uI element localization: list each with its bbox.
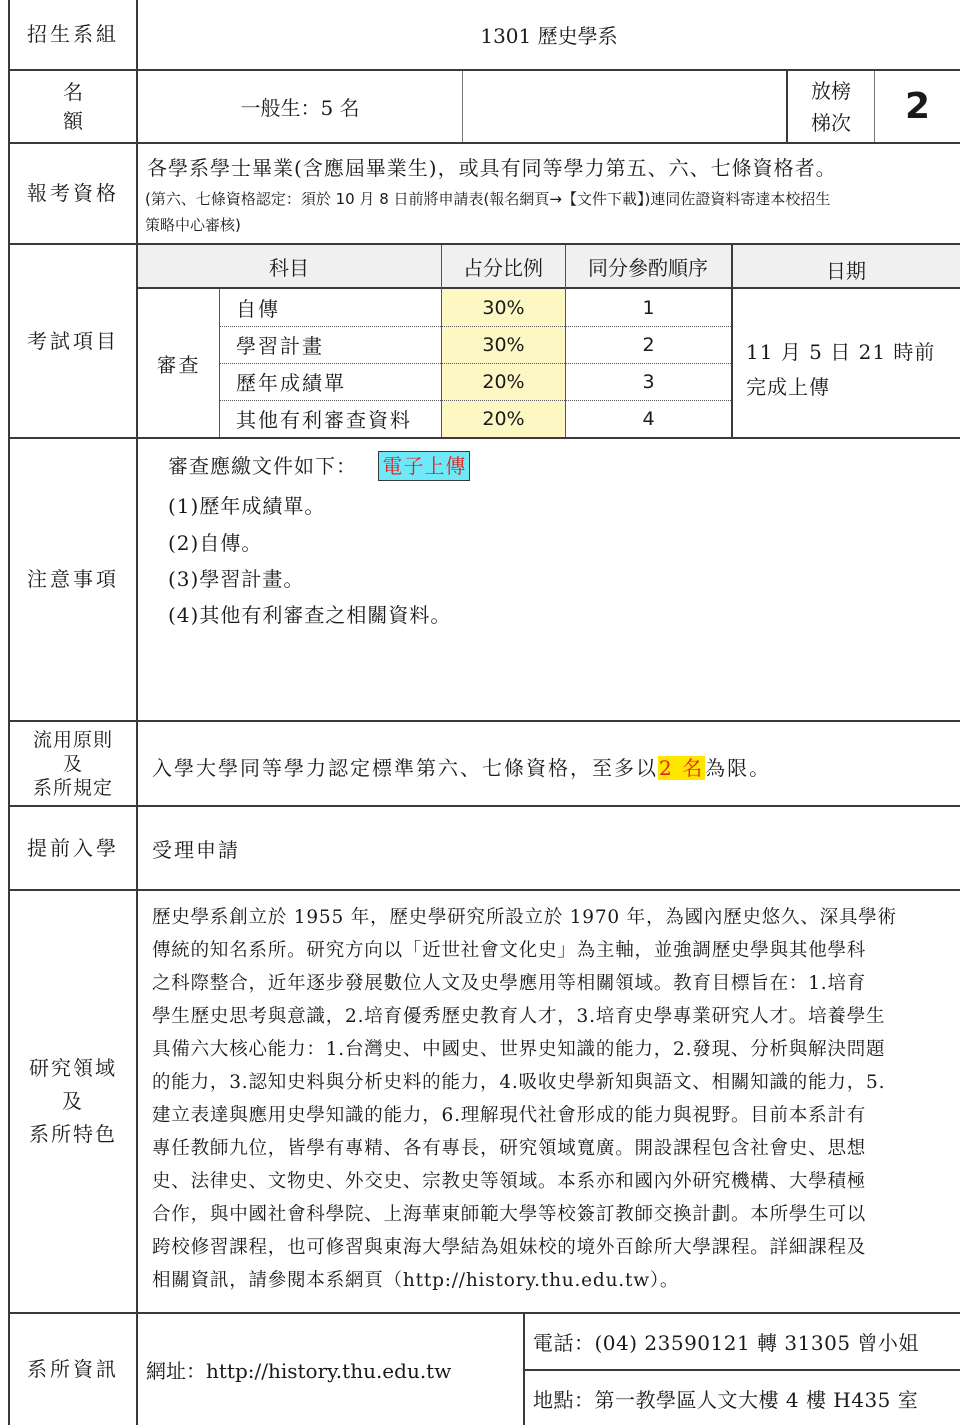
exam-label: 考試項目 <box>27 328 119 353</box>
exam-date-left <box>731 245 733 437</box>
exam-item-ratio: 20% <box>482 370 525 393</box>
research-label-line3: 系所特色 <box>29 1122 117 1146</box>
research-line: 跨校修習課程，也可修習與東海大學結為姐妹校的境外百餘所大學課程。詳細課程及 <box>152 1237 867 1258</box>
electronic-upload-badge: 電子上傳 <box>378 451 470 481</box>
exam-item-order: 4 <box>642 407 655 430</box>
exam-item-name: 自傳 <box>236 297 280 321</box>
notes-item: (2)自傳。 <box>168 531 263 555</box>
research-line: 建立表達與應用史學知識的能力，6.理解現代社會形成的能力與視野。目前本系計有 <box>152 1105 867 1126</box>
row-separator <box>8 142 960 144</box>
exam-item-ratio: 30% <box>482 296 525 319</box>
exam-item-name: 其他有利審查資料 <box>236 408 412 432</box>
research-label-line1: 研究領域 <box>29 1056 117 1080</box>
ranking-value: 2 <box>904 86 931 127</box>
ranking-label-line2: 梯次 <box>811 110 851 135</box>
exam-item-ratio: 20% <box>482 407 525 430</box>
transfer-quota-highlight: 2 名 <box>659 756 705 780</box>
exam-header-order: 同分參酌順序 <box>588 255 708 280</box>
notes-item: (4)其他有利審查之相關資料。 <box>168 603 452 627</box>
row-separator <box>8 805 960 807</box>
contact-website <box>146 1314 451 1425</box>
exam-item-order: 3 <box>642 370 655 393</box>
research-text <box>152 901 952 1297</box>
transfer-text <box>152 752 771 781</box>
exam-item-name: 歷年成績單 <box>236 371 346 395</box>
contact-location: 地點：第一教學區人文大樓 4 樓 H435 室 <box>533 1387 919 1412</box>
contact-phone: 電話：(04) 23590121 轉 31305 曾小姐 <box>533 1331 919 1355</box>
eligibility-note-line2: 策略中心審核) <box>145 216 241 234</box>
quota-label: 名 額 <box>63 79 127 133</box>
row-separator <box>8 720 960 722</box>
notes-item: (1)歷年成績單。 <box>168 494 326 518</box>
exam-date-line1: 11 月 5 日 21 時前 <box>746 340 936 364</box>
transfer-text-before: 入學大學同等學力認定標準第六、七條資格，至多以 <box>152 756 658 780</box>
research-line: 歷史學系創立於 1955 年，歷史學研究所設立於 1970 年，為國內歷史悠久、深具學術 <box>152 907 897 928</box>
research-line: 的能力，3.認知史料與分析史料的能力，4.吸收史學新知與語文、相關知識的能力，5. <box>152 1072 886 1093</box>
exam-date-line2: 完成上傳 <box>746 375 830 399</box>
research-line: 史、法律史、文物史、外交史、宗教史等領域。本系亦和國內外研究機構、大學積極 <box>152 1171 867 1192</box>
quota-value: 一般生：5 名 <box>240 96 360 120</box>
early-admission-label: 提前入學 <box>27 835 119 860</box>
notes-intro <box>168 450 470 481</box>
eligibility-main: 各學系學士畢業(含應屆畢業生)，或具有同等學力第五、六、七條資格者。 <box>147 156 837 180</box>
exam-item-order: 2 <box>642 333 655 356</box>
research-line: 專任教師九位，皆學有專精、各有專長，研究領域寬廣。開設課程包含社會史、思想 <box>152 1138 867 1159</box>
notes-intro-text: 審查應繳文件如下： <box>168 454 357 478</box>
row-separator <box>8 437 960 439</box>
label-column-border <box>136 0 138 1425</box>
research-label-line2: 及 <box>62 1089 84 1113</box>
research-line: 之科際整合，近年逐步發展數位人文及史學應用等相關領域。教育目標旨在：1.培育 <box>152 973 867 994</box>
eligibility-label: 報考資格 <box>27 181 119 205</box>
exam-header-date: 日期 <box>826 258 866 283</box>
ranking-label <box>788 71 874 142</box>
website-link[interactable]: 網址：http://history.thu.edu.tw <box>146 1359 452 1383</box>
transfer-label <box>10 722 136 805</box>
research-line: 具備六大核心能力：1.台灣史、中國史、世界史知識的能力，2.發現、分析與解決問題 <box>152 1039 886 1060</box>
research-line: 傳統的知名系所。研究方向以「近世社會文化史」為主軸，並強調歷史學與其他學科 <box>152 940 867 961</box>
department-value: 1301 歷史學系 <box>480 24 618 48</box>
exam-item-ratio: 30% <box>482 333 525 356</box>
transfer-label-line2: 及 <box>62 752 83 775</box>
exam-item-order: 1 <box>642 296 655 319</box>
exam-group-label: 審查 <box>156 352 201 377</box>
research-line: 相關資訊，請參閱本系網頁（http://history.thu.edu.tw）。 <box>152 1270 680 1291</box>
contact-label: 系所資訊 <box>27 1357 119 1381</box>
ranking-label-line1: 放榜 <box>811 78 851 103</box>
transfer-label-line1: 流用原則 <box>32 728 113 751</box>
exam-header-subject: 科目 <box>269 255 309 280</box>
exam-item-name: 學習計畫 <box>236 334 324 358</box>
department-label: 招生系組 <box>27 22 119 46</box>
research-line: 學生歷史思考與意識，2.培育優秀歷史教育人才，3.培育史學專業研究人才。培養學生 <box>152 1006 886 1027</box>
quota-divider <box>462 71 463 142</box>
eligibility-note-line1: (第六、七條資格認定：須於 10 月 8 日前將申請表(報名網頁→【文件下載】)連同佐證資料寄達本校招生 <box>145 190 831 208</box>
exam-date-header-bottom <box>732 287 960 289</box>
research-line: 合作，與中國社會科學院、上海華東師範大學等校簽訂教師交換計劃。本所學生可以 <box>152 1204 867 1225</box>
early-admission-value: 受理申請 <box>152 837 240 862</box>
row-separator <box>8 889 960 891</box>
research-label <box>10 891 136 1312</box>
transfer-text-after: 為限。 <box>705 756 772 780</box>
transfer-label-line3: 系所規定 <box>32 776 113 799</box>
exam-header-ratio: 占分比例 <box>463 255 543 280</box>
notes-label: 注意事項 <box>27 567 119 591</box>
notes-item: (3)學習計畫。 <box>168 567 305 591</box>
